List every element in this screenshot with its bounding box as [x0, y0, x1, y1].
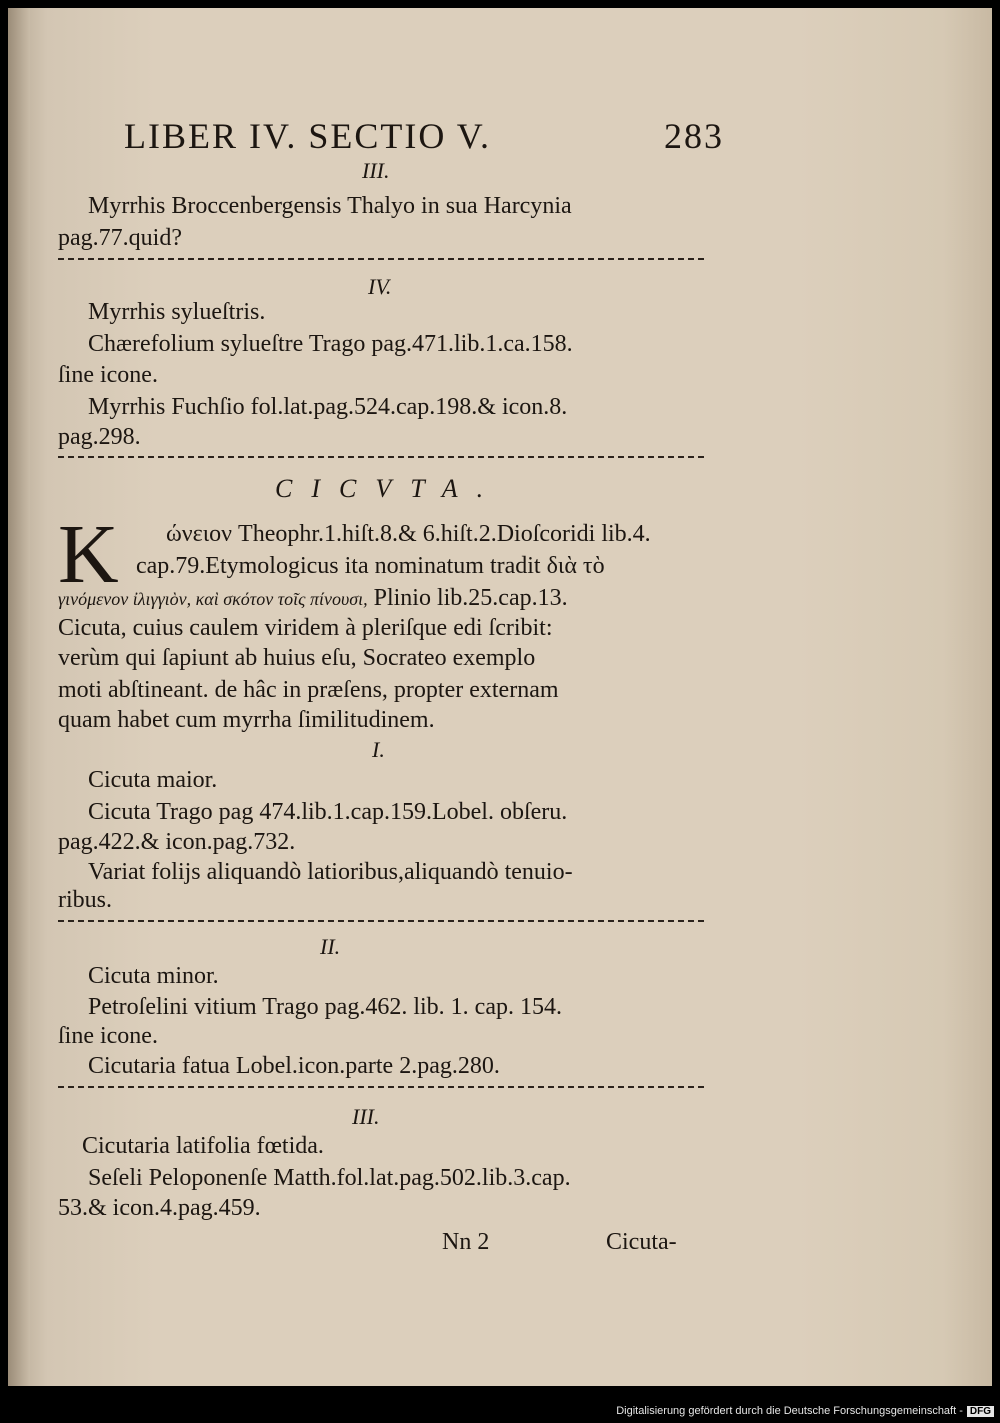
text-line: Cicuta maior. [88, 767, 218, 793]
text-line: Myrrhis Fuchſio fol.lat.pag.524.cap.198.& icon.8. [88, 394, 568, 420]
separator-rule [58, 258, 704, 260]
text-line: verùm qui ſapiunt ab huius eſu, Socrateo exemplo [58, 645, 536, 671]
section-number: II. [320, 934, 341, 959]
text-line [58, 586, 568, 610]
latin-text: Plinio lib.25.cap.13. [367, 585, 568, 611]
catchword: Cicuta- [606, 1229, 677, 1255]
text-line: Petroſelini vitium Trago pag.462. lib. 1. cap. 154. [88, 994, 562, 1020]
text-line: ſine icone. [58, 362, 158, 388]
text-line: Cicuta Trago pag 474.lib.1.cap.159.Lobel. obſeru. [88, 799, 568, 825]
greek-text: γινόμενον ἰλιγγιὸν, καὶ σκότον τοῖς πίνουσι, [58, 589, 368, 609]
section-number: III. [352, 1104, 380, 1129]
text-line: Cicutaria fatua Lobel.icon.parte 2.pag.280. [88, 1053, 500, 1079]
text-line: Cicuta minor. [88, 963, 219, 989]
text-line: pag.422.& icon.pag.732. [58, 829, 296, 855]
section-title: CICVTA. [275, 474, 503, 503]
header-title: LIBER IV. SECTIO V. [124, 116, 492, 156]
signature-mark: Nn 2 [442, 1229, 490, 1255]
drop-cap: K [58, 508, 119, 601]
text-line: Myrrhis sylueſtris. [88, 299, 266, 325]
credit-text: Digitalisierung gefördert durch die Deutsche Forschungsgemeinschaft - [616, 1405, 963, 1417]
text-line: quam habet cum myrrha ſimilitudinem. [58, 707, 435, 733]
text-line: Cicuta, cuius caulem viridem à pleriſque edi ſcribit: [58, 615, 553, 641]
separator-rule [58, 456, 704, 458]
section-number: III. [362, 158, 390, 183]
separator-rule [58, 920, 704, 922]
text-line: Seſeli Peloponenſe Matth.fol.lat.pag.502.lib.3.cap. [88, 1165, 571, 1191]
text-line: cap.79.Etymologicus ita nominatum tradit διὰ τὸ [136, 553, 605, 579]
section-number: IV. [368, 274, 392, 299]
text-line: Cicutaria latifolia fœtida. [82, 1133, 324, 1159]
book-page [8, 8, 992, 1386]
text-line: 53.& icon.4.pag.459. [58, 1195, 261, 1221]
dfg-logo: DFG [967, 1406, 994, 1417]
text-line: Chærefolium sylueſtre Trago pag.471.lib.1.ca.158. [88, 331, 573, 357]
separator-rule [58, 1086, 704, 1088]
text-line: ſine icone. [58, 1023, 158, 1049]
text-line: ribus. [58, 887, 112, 913]
page-number: 283 [664, 116, 724, 156]
text-line: moti abſtineant. de hâc in præſens, propter externam [58, 677, 559, 703]
text-line: Variat folijs aliquandò latioribus,aliquandò tenuio- [88, 859, 573, 885]
text-line: pag.298. [58, 424, 141, 450]
digitization-credit [616, 1405, 994, 1417]
section-number: I. [372, 737, 385, 762]
text-line: pag.77.quid? [58, 225, 182, 251]
text-line: Myrrhis Broccenbergensis Thalyo in sua Harcynia [88, 193, 572, 219]
text-line: ώνειον Theophr.1.hiſt.8.& 6.hiſt.2.Dioſcoridi lib.4. [166, 521, 651, 547]
